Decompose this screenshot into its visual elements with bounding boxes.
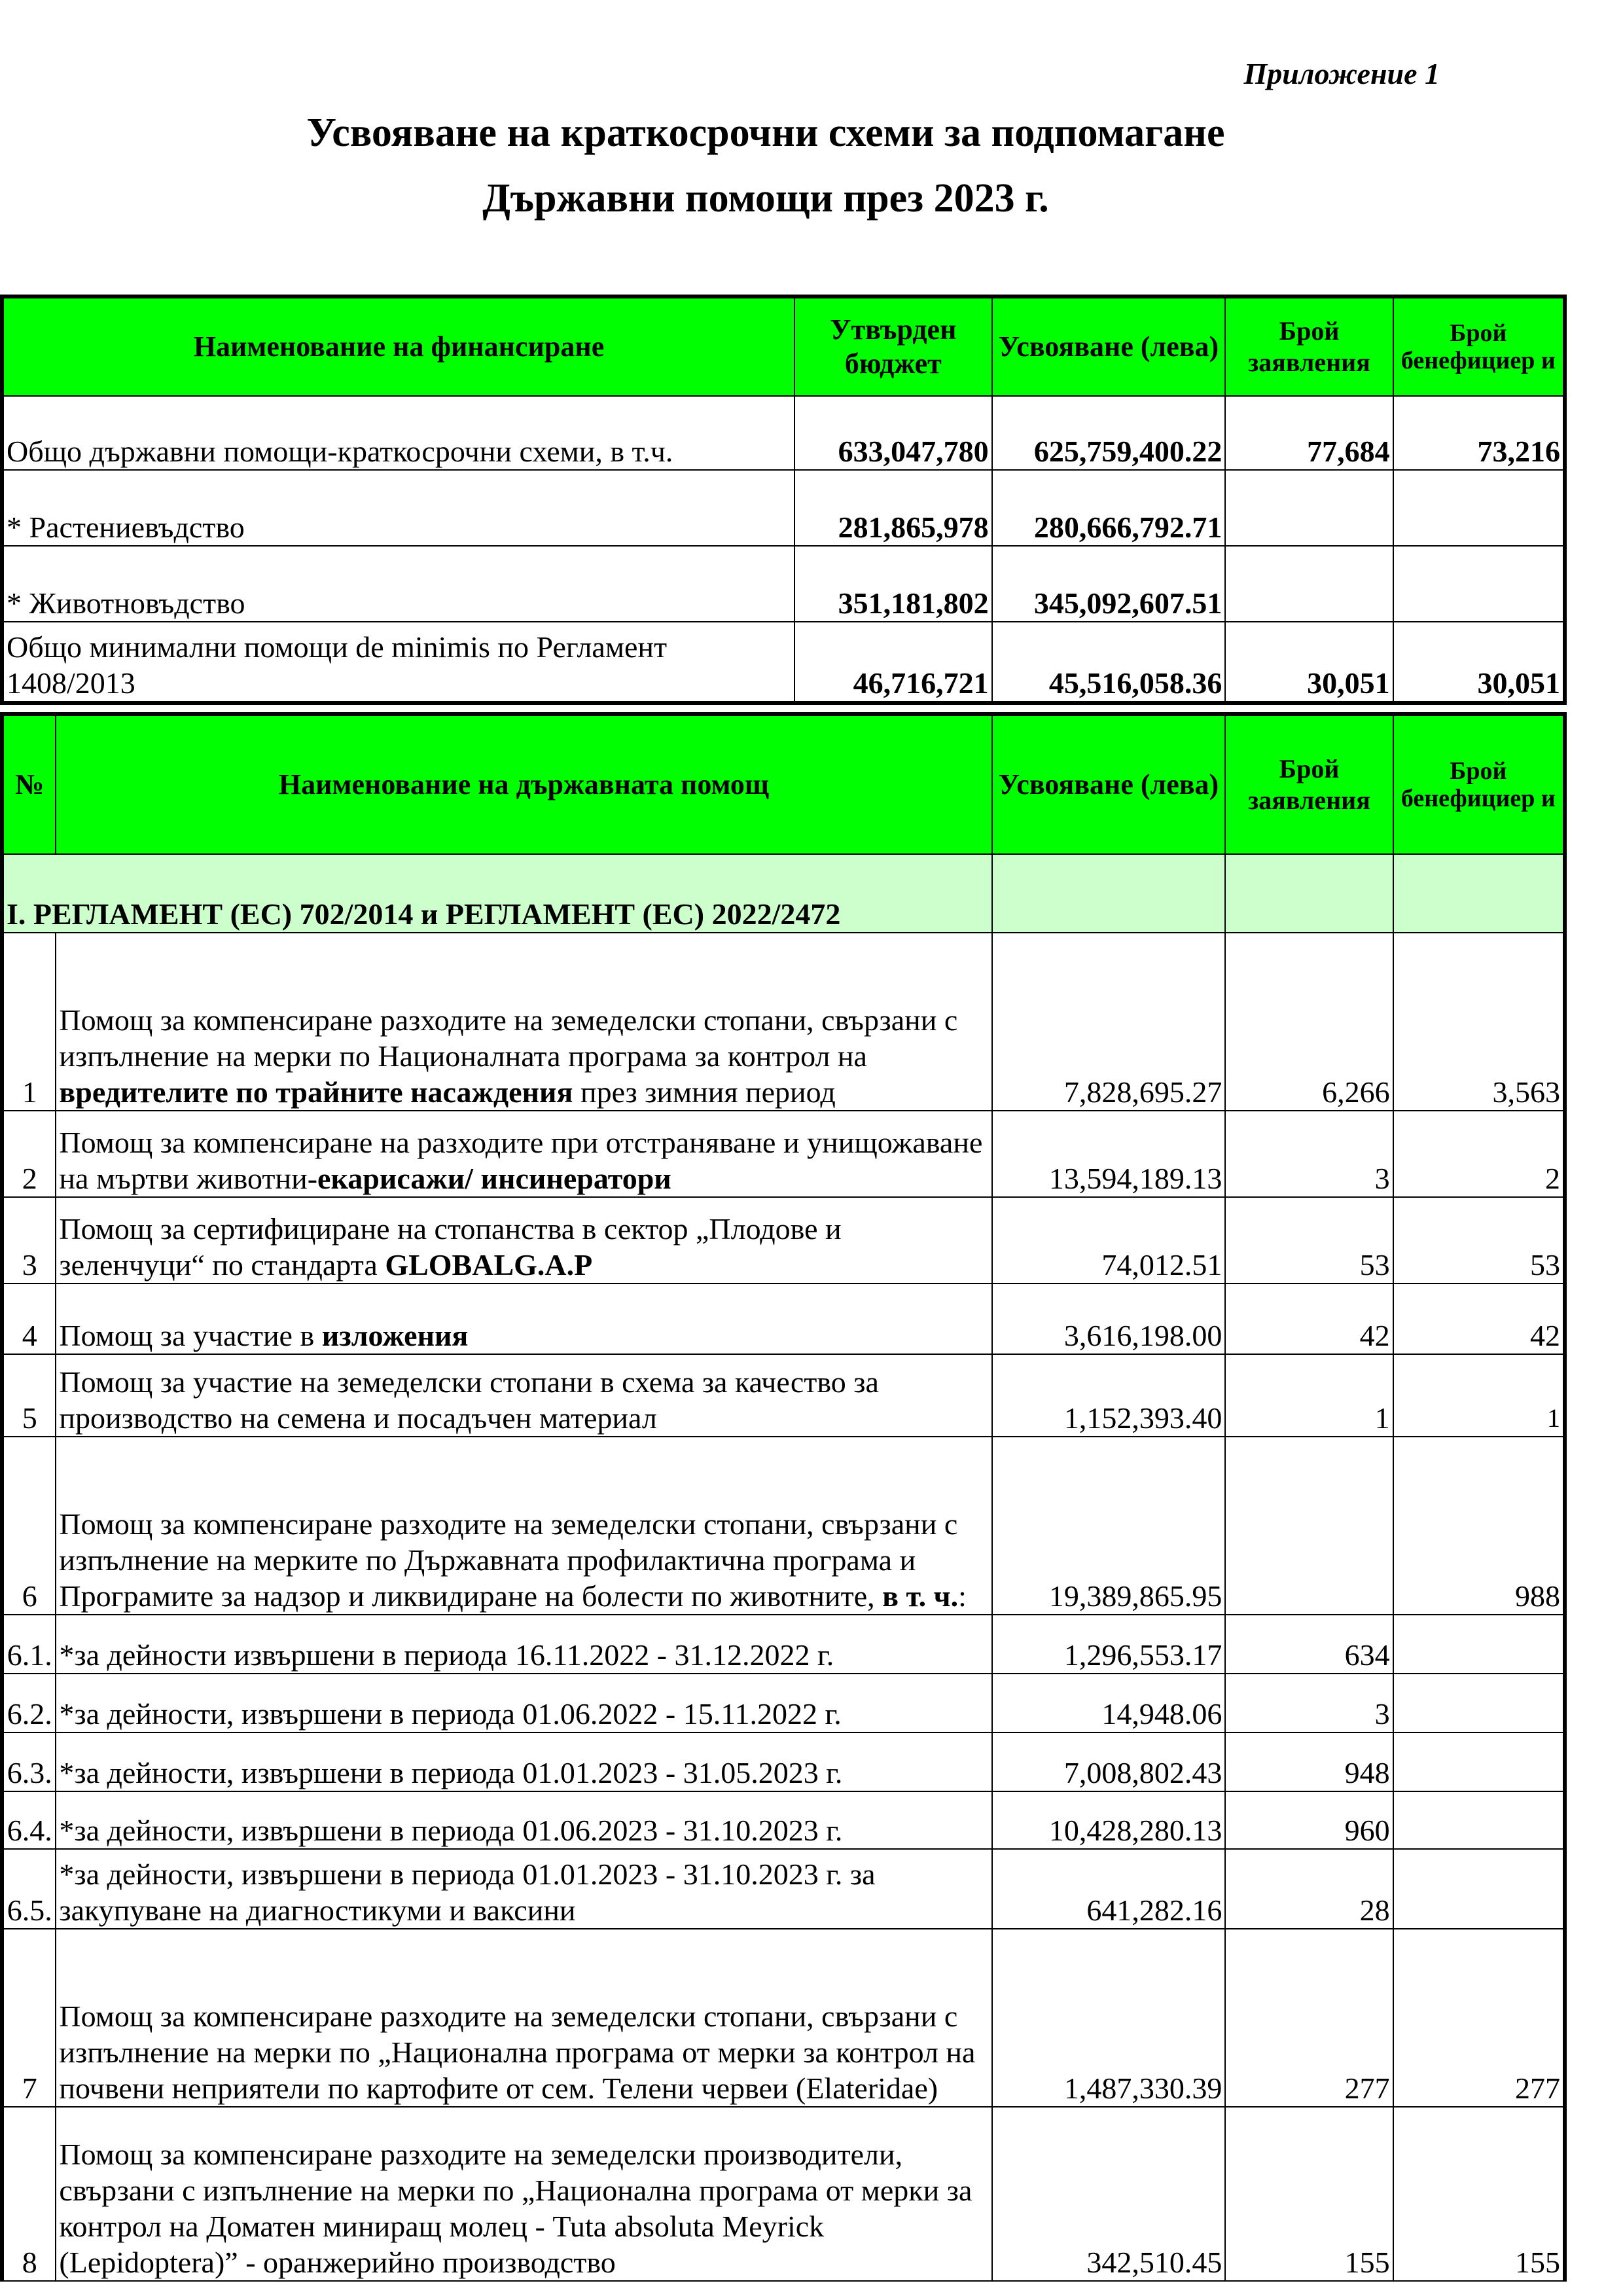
beneficiaries-count (1393, 1732, 1565, 1791)
aid-name (56, 1354, 991, 1437)
beneficiaries-count: 53 (1393, 1197, 1565, 1283)
header-aid-name: Наименование на държавната помощ (56, 714, 991, 854)
table-row (2, 1732, 1565, 1791)
header-beneficiaries: Брой бенефициер и (1393, 714, 1565, 854)
summary-table (0, 295, 1567, 705)
aid-name (56, 933, 991, 1111)
aid-name-bold: в т. ч. (882, 1579, 959, 1613)
aid-name (56, 1197, 991, 1283)
beneficiaries-count (1393, 1849, 1565, 1929)
row-number: 6.2. (2, 1674, 56, 1732)
row-number: 7 (2, 1929, 56, 2107)
applications-count: 960 (1225, 1791, 1393, 1849)
table-row (2, 1791, 1565, 1849)
absorption-value: 342,510.45 (992, 2107, 1226, 2281)
header-beneficiaries: Брой бенефициер и (1393, 296, 1565, 396)
summary-applications (1225, 470, 1393, 546)
section-empty-cell (1393, 854, 1565, 933)
aid-name-text: Помощ за компенсиране на разходите при отстраняване и унищожаване на мъртви животни- (59, 1126, 983, 1195)
applications-count: 277 (1225, 1929, 1393, 2107)
aid-name-text: *за дейности, извършени в периода 01.06.2022 - 15.11.2022 г. (59, 1697, 842, 1731)
aid-name-bold: вредителите по трайните насаждения (59, 1075, 573, 1109)
beneficiaries-count (1393, 1674, 1565, 1732)
beneficiaries-count: 988 (1393, 1437, 1565, 1615)
header-financing-name: Наименование на финансиране (2, 296, 794, 396)
aid-name (56, 1929, 991, 2107)
header-approved-budget: Утвърден бюджет (794, 296, 992, 396)
summary-absorption: 625,759,400.22 (992, 396, 1226, 470)
aid-name-text: Помощ за компенсиране разходите на земеделски стопани, свързани с изпълнение на мерките по Държавната профилактична програма и Програмите за надзор и ликвидиране на болести по животните, (59, 1507, 958, 1613)
applications-count: 6,266 (1225, 933, 1393, 1111)
summary-name: Общо държавни помощи-краткосрочни схеми, в т.ч. (2, 396, 794, 470)
header-applications: Брой заявления (1225, 714, 1393, 854)
table-row (2, 1197, 1565, 1283)
summary-beneficiaries: 30,051 (1393, 622, 1565, 703)
beneficiaries-count: 2 (1393, 1111, 1565, 1197)
row-number: 2 (2, 1111, 56, 1197)
state-aid-table (0, 712, 1567, 2282)
summary-applications: 30,051 (1225, 622, 1393, 703)
applications-count: 3 (1225, 1674, 1393, 1732)
beneficiaries-count: 277 (1393, 1929, 1565, 2107)
row-number: 3 (2, 1197, 56, 1283)
row-number: 6.3. (2, 1732, 56, 1791)
absorption-value: 13,594,189.13 (992, 1111, 1226, 1197)
beneficiaries-count (1393, 1791, 1565, 1849)
summary-name: * Растениевъдство (2, 470, 794, 546)
applications-count: 155 (1225, 2107, 1393, 2281)
aid-name-text: Помощ за сертифициране на стопанства в сектор „Плодове и зеленчуци“ по стандарта (59, 1212, 842, 1282)
applications-count: 1 (1225, 1354, 1393, 1437)
aid-name (56, 1674, 991, 1732)
row-number: 1 (2, 933, 56, 1111)
absorption-value: 74,012.51 (992, 1197, 1226, 1283)
section-row (2, 854, 1565, 933)
page-subtitle: Държавни помощи през 2023 г. (482, 176, 1049, 221)
summary-name: Общо минимални помощи de minimis по Регламент 1408/2013 (2, 622, 794, 703)
header-applications: Брой заявления (1225, 296, 1393, 396)
absorption-value: 10,428,280.13 (992, 1791, 1226, 1849)
applications-count: 3 (1225, 1111, 1393, 1197)
aid-name (56, 1849, 991, 1929)
aid-name-bold: екарисажи/ инсинератори (317, 1162, 671, 1195)
row-number: 8 (2, 2107, 56, 2281)
summary-absorption: 45,516,058.36 (992, 622, 1226, 703)
absorption-value: 641,282.16 (992, 1849, 1226, 1929)
table-row (2, 1111, 1565, 1197)
row-number: 6.4. (2, 1791, 56, 1849)
table-row (2, 1437, 1565, 1615)
summary-row (2, 470, 1565, 546)
applications-count (1225, 1437, 1393, 1615)
table-row (2, 1849, 1565, 1929)
aid-name-text: Помощ за компенсиране разходите на земеделски производители, свързани с изпълнение на мерки по „Национална програма от мерки за контрол на Доматен миниращ молец - Tuta absoluta Meyrick (Lepidoptera)” - оранжерийно производство (59, 2138, 972, 2279)
row-number: 6.1. (2, 1615, 56, 1674)
summary-applications: 77,684 (1225, 396, 1393, 470)
summary-applications (1225, 546, 1393, 622)
aid-name-bold: изложения (321, 1319, 469, 1352)
aid-name (56, 1732, 991, 1791)
detail-header-row (2, 714, 1565, 854)
section-title: I. РЕГЛАМЕНТ (ЕС) 702/2014 и РЕГЛАМЕНТ (ЕС) 2022/2472 (2, 854, 992, 933)
aid-name-text: през зимния период (573, 1075, 836, 1109)
absorption-value: 7,008,802.43 (992, 1732, 1226, 1791)
beneficiaries-count: 3,563 (1393, 933, 1565, 1111)
absorption-value: 14,948.06 (992, 1674, 1226, 1732)
aid-name-text: Помощ за компенсиране разходите на земеделски стопани, свързани с изпълнение на мерки по Националната програма за контрол на (59, 1003, 958, 1073)
applications-count: 948 (1225, 1732, 1393, 1791)
aid-name (56, 1615, 991, 1674)
beneficiaries-count (1393, 1615, 1565, 1674)
aid-name-text: *за дейности, извършени в периода 01.06.2023 - 31.10.2023 г. (59, 1814, 843, 1847)
aid-name-text: Помощ за участие на земеделски стопани в схема за качество за производство на семена и посадъчен материал (59, 1365, 879, 1435)
applications-count: 53 (1225, 1197, 1393, 1283)
aid-name-text: : (958, 1579, 967, 1613)
header-absorption: Усвояване (лева) (992, 296, 1226, 396)
aid-name (56, 2107, 991, 2281)
summary-header-row (2, 296, 1565, 396)
table-row (2, 1674, 1565, 1732)
summary-beneficiaries: 73,216 (1393, 396, 1565, 470)
aid-name-text: Помощ за участие в (59, 1319, 322, 1352)
summary-row (2, 396, 1565, 470)
aid-name (56, 1283, 991, 1354)
aid-name-text: *за дейности, извършени в периода 01.01.2023 - 31.10.2023 г. за закупуване на диагностикуми и ваксини (59, 1857, 876, 1927)
applications-count: 42 (1225, 1283, 1393, 1354)
beneficiaries-count: 42 (1393, 1283, 1565, 1354)
summary-row (2, 546, 1565, 622)
summary-beneficiaries (1393, 470, 1565, 546)
annex-label: Приложение 1 (1243, 57, 1440, 90)
summary-budget: 351,181,802 (794, 546, 992, 622)
page-title: Усвояване на краткосрочни схеми за подпомагане (306, 111, 1225, 155)
section-empty-cell (1225, 854, 1393, 933)
aid-name (56, 1437, 991, 1615)
section-empty-cell (992, 854, 1226, 933)
table-row (2, 1354, 1565, 1437)
table-row (2, 1283, 1565, 1354)
table-row (2, 933, 1565, 1111)
absorption-value: 3,616,198.00 (992, 1283, 1226, 1354)
aid-name (56, 1791, 991, 1849)
row-number: 4 (2, 1283, 56, 1354)
summary-name: * Животновъдство (2, 546, 794, 622)
applications-count: 28 (1225, 1849, 1393, 1929)
beneficiaries-count: 155 (1393, 2107, 1565, 2281)
absorption-value: 19,389,865.95 (992, 1437, 1226, 1615)
aid-name-text: *за дейности, извършени в периода 01.01.2023 - 31.05.2023 г. (59, 1756, 843, 1789)
summary-row (2, 622, 1565, 703)
absorption-value: 1,152,393.40 (992, 1354, 1226, 1437)
table-row (2, 2107, 1565, 2281)
aid-name-bold: GLOBALG.A.P (385, 1248, 593, 1282)
summary-absorption: 345,092,607.51 (992, 546, 1226, 622)
absorption-value: 1,487,330.39 (992, 1929, 1226, 2107)
row-number: 6.5. (2, 1849, 56, 1929)
aid-name-text: *за дейности извършени в периода 16.11.2022 - 31.12.2022 г. (59, 1638, 834, 1672)
aid-name-text: Помощ за компенсиране разходите на земеделски стопани, свързани с изпълнение на мерки по „Национална програма от мерки за контрол на почвени неприятели по картофите от сем. Телени червеи (Elateridae) (59, 2000, 976, 2105)
summary-budget: 633,047,780 (794, 396, 992, 470)
header-absorption: Усвояване (лева) (992, 714, 1226, 854)
absorption-value: 7,828,695.27 (992, 933, 1226, 1111)
table-row (2, 1929, 1565, 2107)
summary-beneficiaries (1393, 546, 1565, 622)
summary-budget: 281,865,978 (794, 470, 992, 546)
row-number: 6 (2, 1437, 56, 1615)
summary-absorption: 280,666,792.71 (992, 470, 1226, 546)
summary-budget: 46,716,721 (794, 622, 992, 703)
table-row (2, 1615, 1565, 1674)
row-number: 5 (2, 1354, 56, 1437)
header-number: № (2, 714, 56, 854)
aid-name (56, 1111, 991, 1197)
beneficiaries-count: 1 (1393, 1354, 1565, 1437)
absorption-value: 1,296,553.17 (992, 1615, 1226, 1674)
applications-count: 634 (1225, 1615, 1393, 1674)
